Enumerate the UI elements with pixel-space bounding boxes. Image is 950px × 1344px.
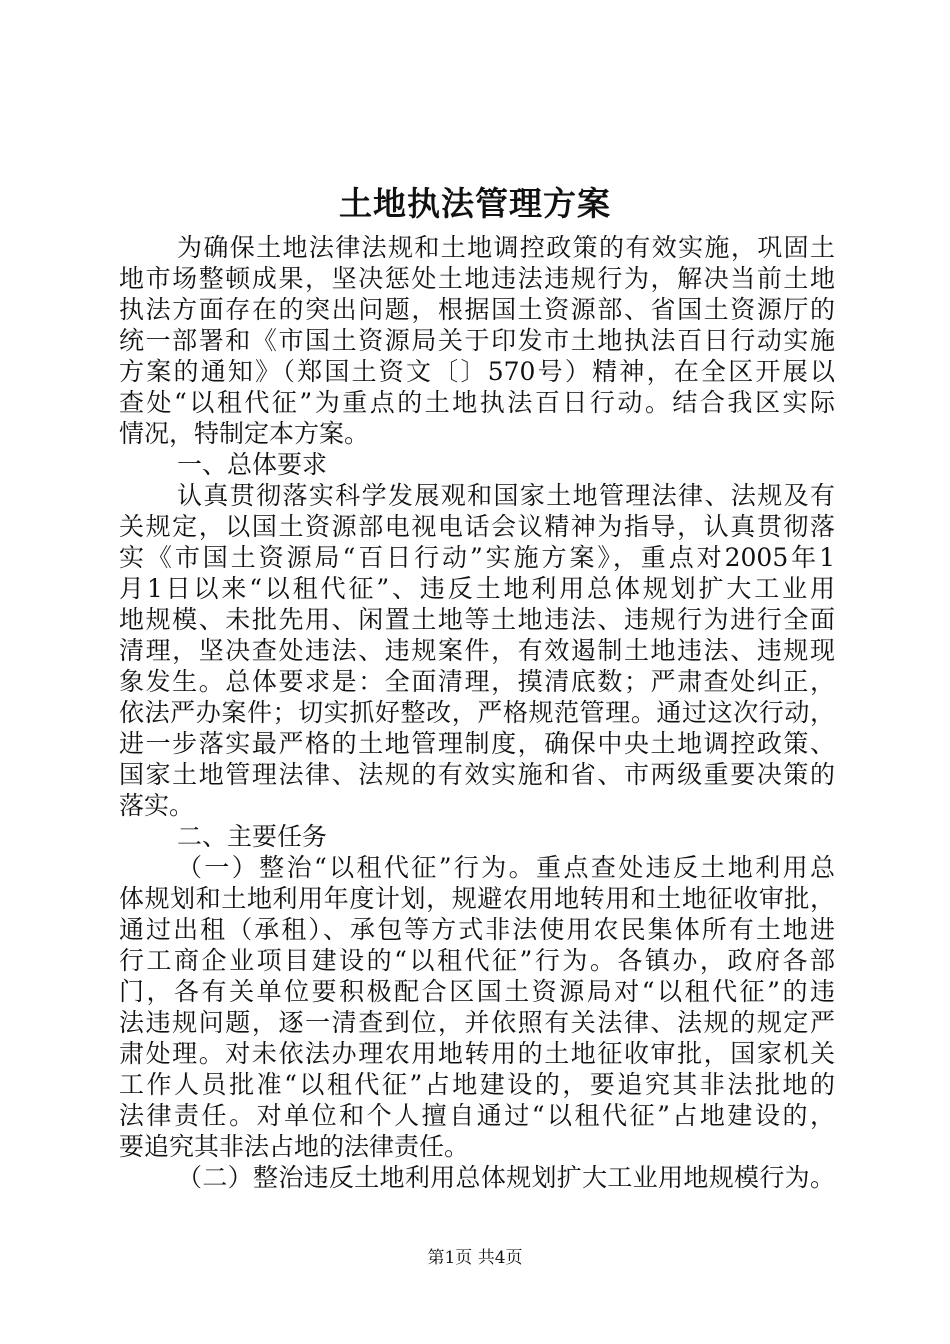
paragraph-line: 认真贯彻落实科学发展观和国家土地管理法律、法规及有 [177,481,835,510]
paragraph-line: 法违规问题，逐一清查到位，并依照有关法律、法规的规定严 [119,1008,835,1037]
paragraph-line: （二）整治违反土地利用总体规划扩大工业用地规模行为。 [177,1163,835,1192]
document-title: 土地执法管理方案 [339,184,611,223]
paragraph-line: 要追究其非法占地的法律责任。 [119,1132,470,1161]
paragraph-line: 国家土地管理法律、法规的有效实施和省、市两级重要决策的 [119,760,835,789]
paragraph-line: 肃处理。对未依法办理农用地转用的土地征收审批，国家机关 [119,1039,835,1068]
paragraph-line: 依法严办案件；切实抓好整改，严格规范管理。通过这次行动， [119,698,835,727]
paragraph-line: 门，各有关单位要积极配合区国土资源局对“以租代征”的违 [119,977,835,1006]
paragraph-line: 进一步落实最严格的土地管理制度，确保中央土地调控政策、 [119,729,835,758]
paragraph-line: 清理，坚决查处违法、违规案件，有效遏制土地违法、违规现 [119,636,835,665]
paragraph-line: 实《市国土资源局“百日行动”实施方案》，重点对2005年1 [119,543,835,572]
paragraph-line: 地市场整顿成果，坚决惩处土地违法违规行为，解决当前土地 [119,264,835,293]
page-footer: 第1页 共4页 [427,1248,523,1268]
paragraph-line: 地规模、未批先用、闲置土地等土地违法、违规行为进行全面 [119,605,835,634]
paragraph-line: 执法方面存在的突出问题，根据国土资源部、省国土资源厅的 [119,295,835,324]
paragraph-line: （一）整治“以租代征”行为。重点查处违反土地利用总 [177,853,835,882]
paragraph-line: 行工商企业项目建设的“以租代征”行为。各镇办，政府各部 [119,946,835,975]
paragraph-line: 法律责任。对单位和个人擅自通过“以租代征”占地建设的， [119,1101,835,1130]
paragraph-line: 查处“以租代征”为重点的土地执法百日行动。结合我区实际 [119,388,835,417]
paragraph-line: 月1日以来“以租代征”、违反土地利用总体规划扩大工业用 [119,574,835,603]
paragraph-line: 方案的通知》（郑国土资文〔〕570号）精神，在全区开展以 [119,357,835,386]
paragraph-line: 统一部署和《市国土资源局关于印发市土地执法百日行动实施 [119,326,835,355]
paragraph-line: 情况，特制定本方案。 [119,419,370,448]
paragraph-line: 工作人员批准“以租代征”占地建设的，要追究其非法批地的 [119,1070,835,1099]
document-body [119,232,835,1193]
paragraph-line: 象发生。总体要求是：全面清理，摸清底数；严肃查处纠正， [119,667,835,696]
paragraph-line: 通过出租（承租）、承包等方式非法使用农民集体所有土地进 [119,915,835,944]
paragraph-line: 落实。 [119,791,195,820]
section-heading: 二、主要任务 [177,822,328,851]
paragraph-line: 为确保土地法律法规和土地调控政策的有效实施，巩固土 [177,233,835,262]
section-heading: 一、总体要求 [177,450,328,479]
paragraph-line: 体规划和土地利用年度计划，规避农用地转用和土地征收审批， [119,884,835,913]
paragraph-line: 关规定，以国土资源部电视电话会议精神为指导，认真贯彻落 [119,512,835,541]
